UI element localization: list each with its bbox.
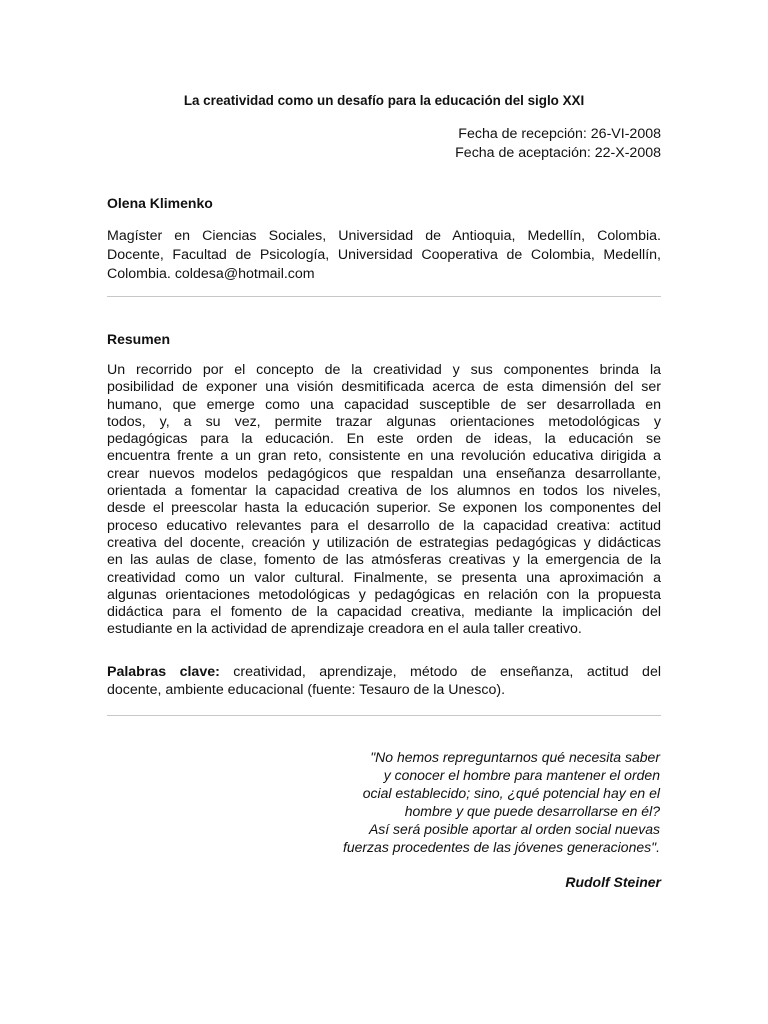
epigraph-author: Rudolf Steiner — [565, 874, 661, 890]
affiliation-line: Colombia. coldesa@hotmail.com — [107, 266, 315, 282]
epigraph-line: fuerzas procedentes de las jóvenes generaciones". — [342, 839, 660, 855]
divider — [107, 296, 661, 297]
abstract-line: en las aulas de clase, fomento de las atmósferas creativas y la emergencia de la — [107, 552, 661, 569]
epigraph-quote — [300, 748, 660, 856]
abstract-line: orientada a fomentar la capacidad creativa de los alumnos en todos los niveles, — [107, 483, 661, 500]
keywords-label: Palabras clave: — [107, 664, 220, 680]
affiliation-line: Docente, Facultad de Psicología, Universidad Cooperativa de Colombia, Medellín, — [107, 247, 661, 263]
epigraph-line: y conocer el hombre para mantener el orden — [383, 767, 660, 783]
author-name: Olena Klimenko — [107, 195, 213, 211]
epigraph-line: Así será posible aportar al orden social nuevas — [368, 821, 660, 837]
abstract-line: crear nuevos modelos pedagógicos que respaldan una enseñanza desarrollante, — [107, 465, 661, 482]
affiliation-line: Magíster en Ciencias Sociales, Universidad de Antioquia, Medellín, Colombia. — [107, 228, 661, 244]
keywords-line — [107, 663, 661, 681]
abstract-body — [107, 362, 661, 639]
abstract-line: Un recorrido por el concepto de la creatividad y sus componentes brinda la — [107, 362, 661, 378]
abstract-line: estudiante en la actividad de aprendizaje creadora en el aula taller creativo. — [107, 621, 582, 638]
keywords-line: docente, ambiente educacional (fuente: Tesauro de la Unesco). — [107, 682, 506, 698]
divider — [107, 715, 661, 716]
author-affiliation — [107, 227, 661, 284]
keywords-block — [107, 663, 661, 699]
article-title: La creatividad como un desafío para la educación del siglo XXI — [183, 93, 585, 108]
epigraph-line: ocial establecido; sino, ¿qué potencial hay en el — [362, 785, 660, 801]
abstract-line: creativa del docente, creación y utilización de estrategias pedagógicas y didácticas — [107, 534, 661, 551]
abstract-line: todos, y, a su vez, permite trazar algunas orientaciones metodológicas y — [107, 413, 661, 430]
abstract-line: creatividad como un valor cultural. Finalmente, se presenta una aproximación a — [107, 569, 661, 586]
abstract-line: encuentra frente a un gran reto, consistente en una revolución educativa dirigida a — [107, 448, 661, 465]
abstract-line: desde el preescolar hasta la educación superior. Se exponen los componentes del — [107, 500, 661, 517]
abstract-line: posibilidad de exponer una visión desmitificada acerca de esta dimensión del ser — [107, 379, 661, 396]
epigraph-line: hombre y que puede desarrollarse en él? — [404, 803, 660, 819]
abstract-line: humano, que emerge como una capacidad susceptible de ser desarrollada en — [107, 396, 661, 413]
keywords-text: creatividad, aprendizaje, método de enseñanza, actitud del — [219, 664, 661, 680]
reception-date: Fecha de recepción: 26-VI-2008 — [458, 126, 661, 142]
abstract-line: proceso educativo relevantes para el desarrollo de la capacidad creativa: actitud — [107, 517, 661, 534]
abstract-line: algunas orientaciones metodológicas y pedagógicas en relación con la propuesta — [107, 586, 661, 603]
abstract-line: didáctica para el fomento de la capacidad creativa, mediante la implicación del — [107, 604, 661, 621]
dates-block — [107, 125, 661, 163]
epigraph-line: "No hemos repreguntarnos qué necesita saber — [370, 749, 660, 765]
acceptance-date: Fecha de aceptación: 22-X-2008 — [455, 145, 661, 161]
abstract-line: pedagógicas para la educación. En este orden de ideas, la educación se — [107, 431, 661, 448]
abstract-heading: Resumen — [107, 331, 171, 347]
